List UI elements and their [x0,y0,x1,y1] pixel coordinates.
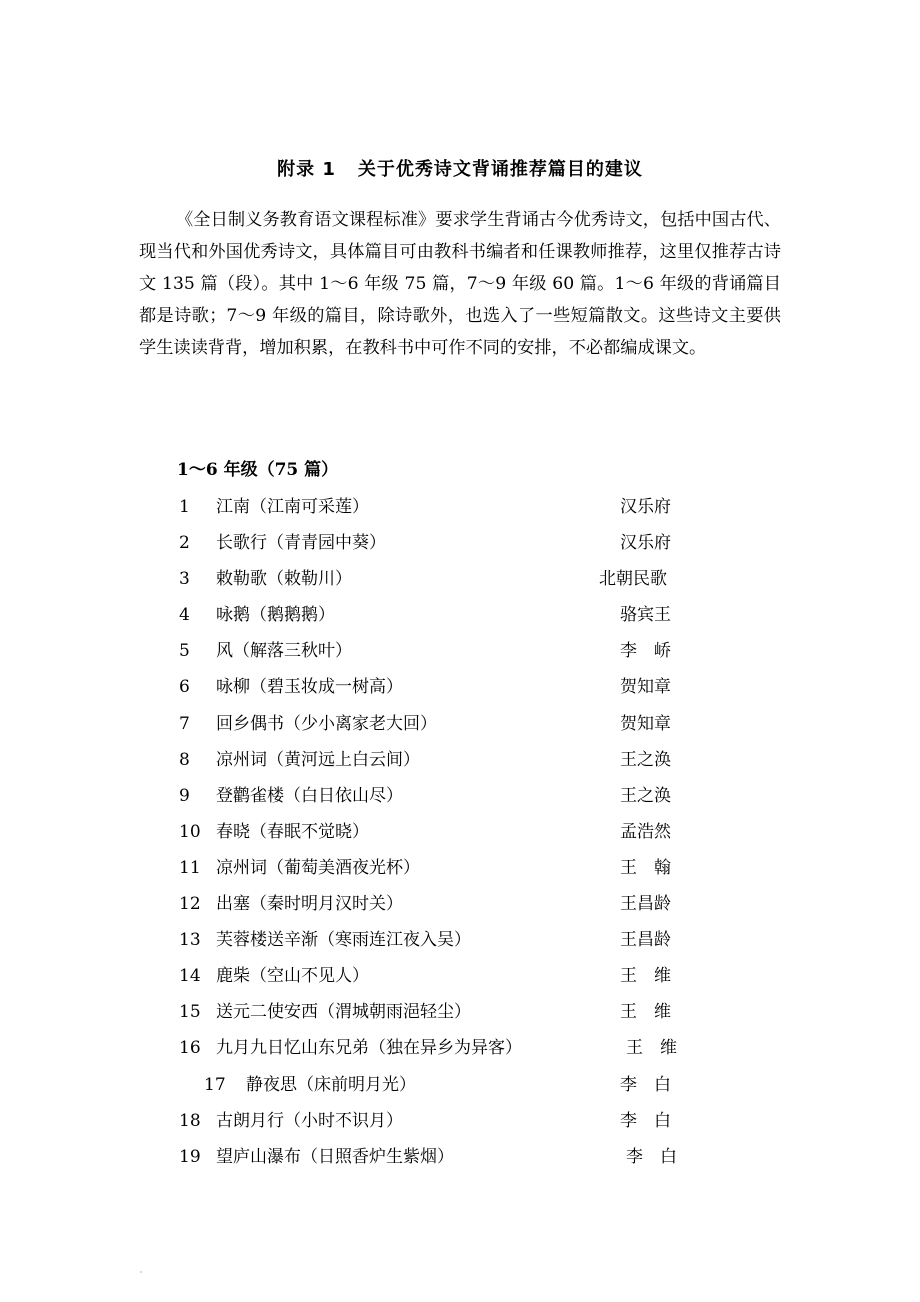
poem-author: 李 白 [626,1146,677,1167]
poem-author: 骆宾王 [620,605,671,626]
poem-number: 15 [179,1002,201,1023]
poem-author: 汉乐府 [620,497,671,517]
list-item [0,492,920,528]
list-item [0,1070,920,1106]
poem-number: 18 [179,1110,201,1131]
list-item [0,817,920,853]
poem-number: 10 [179,821,201,842]
poem-author: 李 白 [620,1074,671,1095]
poem-author: 北朝民歌 [599,569,667,590]
poem-number: 6 [179,677,190,698]
poem-title: 出塞（秦时明月汉时关） [216,894,403,915]
list-item [0,564,920,600]
poem-author: 李 峤 [620,641,671,662]
poem-number: 11 [179,857,201,878]
list-item [0,528,920,564]
list-item [0,997,920,1033]
poem-author: 王昌龄 [620,930,671,951]
list-item [0,781,920,817]
poem-title: 咏柳（碧玉妆成一树高） [216,677,403,698]
poem-title: 登鹳雀楼（白日依山尽） [216,785,403,806]
poem-number: 3 [179,569,190,590]
poem-title: 风（解落三秋叶） [216,641,352,662]
poem-title: 咏鹅（鹅鹅鹅） [216,605,335,626]
list-item [0,1106,920,1142]
page-mark [140,1271,142,1273]
poem-author: 王 翰 [620,857,671,878]
appendix-label: 附录 1 [277,159,336,181]
poem-title: 静夜思（床前明月光） [246,1074,416,1095]
appendix-title: 关于优秀诗文背诵推荐篇目的建议 [357,159,643,181]
list-item [0,925,920,961]
poem-title: 江南（江南可采莲） [216,497,369,517]
poem-title: 送元二使安西（渭城朝雨浥轻尘） [216,1002,471,1023]
poem-title: 芙蓉楼送辛渐（寒雨连江夜入吴） [216,930,471,951]
intro-paragraph: 《全日制义务教育语文课程标准》要求学生背诵古今优秀诗文，包括中国古代、现当代和外国优秀诗文，具体篇目可由教科书编者和任课教师推荐，这里仅推荐古诗文 135 篇（段）。其中 1～6 年级 75 篇，7～9 年级 60 篇。1～6 年级的背诵篇目都是诗歌；7～9 年级的篇目，除诗歌外，也选入了一些短篇散文。这些诗文主要供学生读读背背，增加积累，在教科书中可作不同的安排，不必都编成课文。 [139,210,781,358]
poem-title: 长歌行（青青园中葵） [216,533,386,554]
poem-author: 王昌龄 [620,894,671,915]
poem-number: 5 [179,641,190,662]
poem-number: 7 [179,713,190,734]
poem-title: 鹿柴（空山不见人） [216,966,369,987]
poem-author: 汉乐府 [620,533,671,554]
list-item [0,600,920,636]
poem-number: 17 [204,1074,226,1095]
poem-number: 9 [179,785,190,806]
poem-title: 凉州词（黄河远上白云间） [216,749,420,770]
poem-author: 贺知章 [620,677,671,698]
poem-title: 九月九日忆山东兄弟（独在异乡为异客） [216,1038,522,1059]
list-item [0,709,920,745]
poem-number: 14 [179,966,201,987]
poem-author: 王 维 [620,1002,671,1023]
poem-number: 2 [179,533,190,554]
poem-author: 王 维 [620,966,671,987]
poem-title: 望庐山瀑布（日照香炉生紫烟） [216,1146,454,1167]
poem-number: 4 [179,605,190,626]
poem-author: 李 白 [620,1110,671,1131]
poem-author: 王 维 [626,1038,677,1059]
poem-author: 王之涣 [620,749,671,770]
poem-title: 古朗月行（小时不识月） [216,1110,403,1131]
list-item [0,636,920,672]
poem-author: 贺知章 [620,713,671,734]
list-item [0,745,920,781]
poem-title: 春晓（春眠不觉晓） [216,821,369,842]
list-item [0,672,920,708]
poem-title: 凉州词（葡萄美酒夜光杯） [216,857,420,878]
section-heading-grades-1-6: 1～6 年级（75 篇） [177,460,339,480]
poem-list [0,492,920,1178]
poem-number: 16 [179,1038,201,1059]
poem-number: 1 [179,497,190,517]
list-item [0,853,920,889]
poem-title: 回乡偶书（少小离家老大回） [216,713,437,734]
poem-number: 8 [179,749,190,770]
poem-number: 19 [179,1146,201,1167]
poem-author: 王之涣 [620,785,671,806]
page-title [0,156,920,184]
poem-author: 孟浩然 [620,821,671,842]
list-item [0,1033,920,1069]
list-item [0,1142,920,1178]
list-item [0,889,920,925]
poem-title: 敕勒歌（敕勒川） [216,569,352,590]
poem-number: 12 [179,894,201,915]
list-item [0,961,920,997]
poem-number: 13 [179,930,201,951]
